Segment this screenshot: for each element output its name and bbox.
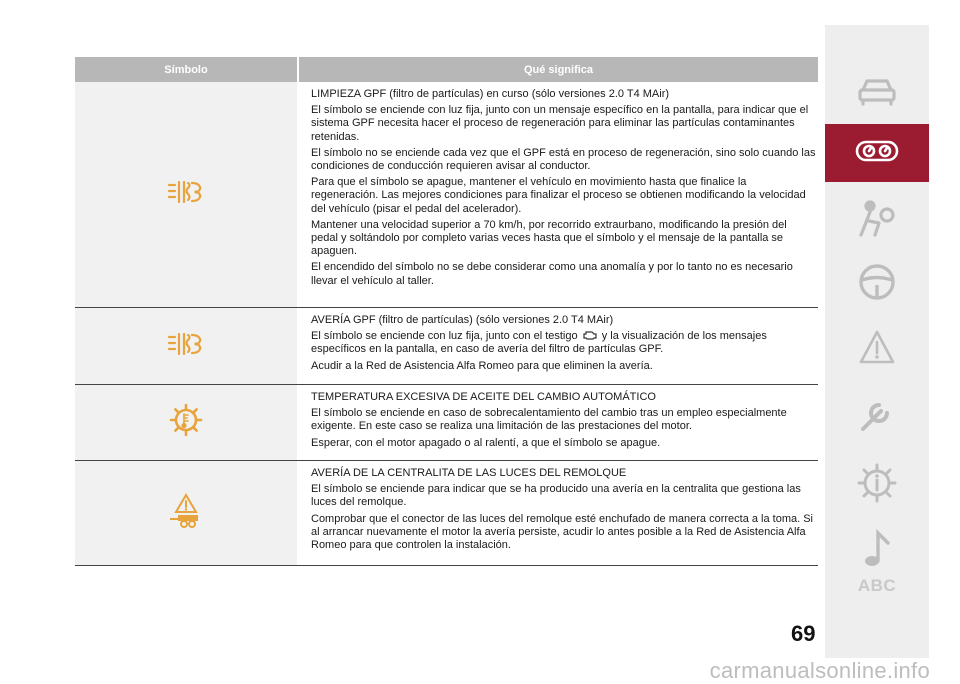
table-header: [75, 57, 818, 82]
row-paragraph: Mantener una velocidad superior a 70 km/h, por recorrido extraurbano, modificando la presión del pedal y soltándolo por completo varias veces hasta que el símbolo y el mensaje de la pantalla se apaguen.: [311, 218, 787, 258]
row-paragraph: El encendido del símbolo no se debe considerar como una anomalía y por lo tanto no es necesario llevar el vehículo al taller.: [311, 261, 793, 287]
trailer-lights-failure-icon: [168, 493, 204, 534]
sidebar-item-emergency[interactable]: [825, 317, 929, 381]
table-row: [75, 461, 818, 566]
symbol-cell: [75, 82, 297, 307]
info-gear-icon: [857, 463, 897, 508]
airbag-seat-icon: [857, 199, 897, 242]
meaning-cell: [299, 461, 818, 565]
meaning-cell: [299, 385, 818, 460]
sidebar-item-driving[interactable]: [825, 253, 929, 315]
symbol-cell: [75, 385, 297, 460]
gpf-failure-icon: [167, 331, 205, 362]
engine-check-icon: [583, 330, 597, 340]
wrench-icon: [857, 395, 897, 440]
meaning-cell: [299, 308, 818, 384]
table-row: [75, 82, 818, 308]
music-note-icon: [862, 529, 892, 574]
paragraph-text: El símbolo se enciende con luz fija, junto con el testigo: [311, 330, 578, 343]
sidebar-item-technical-data[interactable]: [825, 453, 929, 517]
sidebar-item-index[interactable]: [825, 571, 929, 601]
row-paragraph: El símbolo se enciende para indicar que se ha producido una avería en la centralita que gestiona las luces del remolque.: [311, 483, 801, 509]
row-paragraph: Acudir a la Red de Asistencia Alfa Romeo para que eliminen la avería.: [311, 359, 653, 372]
row-paragraph: [311, 330, 816, 356]
sidebar-item-maintenance[interactable]: [825, 385, 929, 449]
symbol-cell: [75, 308, 297, 384]
steering-wheel-icon: [858, 263, 896, 306]
header-symbol: Símbolo: [75, 57, 297, 82]
sidebar-item-car[interactable]: [825, 63, 929, 123]
dashboard-icon: [855, 139, 899, 168]
warning-lights-table: [75, 57, 818, 566]
row-paragraph: El símbolo no se enciende cada vez que el GPF está en proceso de regeneración, sino solo cuando las condiciones de conducción requieren avisar al conductor.: [311, 146, 816, 173]
watermark: carmanualsonline.info: [709, 658, 930, 683]
row-paragraph: El símbolo se enciende en caso de sobrecalentamiento del cambio tras un empleo especialmente exigente. En este caso se realiza una limitación de las prestaciones del motor.: [311, 407, 787, 433]
table-row: [75, 385, 818, 461]
header-meaning: Qué significa: [299, 57, 818, 82]
gpf-cleaning-icon: [167, 179, 205, 210]
row-paragraph: Para que el símbolo se apague, mantener el vehículo en movimiento hasta que finalice la regeneración. Las mejores condiciones para finalizar el proceso se obtienen modificando la velocidad del vehículo (pisar el pedal del acelerador).: [311, 176, 806, 215]
sidebar-item-safety[interactable]: [825, 190, 929, 250]
table-row: [75, 308, 818, 385]
gearbox-oil-temperature-icon: [169, 403, 203, 442]
abc-index-label: ABC: [857, 576, 897, 595]
symbol-cell: [75, 461, 297, 565]
row-title: AVERÍA DE LA CENTRALITA DE LAS LUCES DEL REMOLQUE: [311, 467, 627, 479]
chapter-sidebar: [825, 25, 929, 658]
car-icon: [857, 76, 897, 111]
page-number: 69: [791, 621, 816, 646]
meaning-cell: [299, 82, 818, 307]
row-title: TEMPERATURA EXCESIVA DE ACEITE DEL CAMBIO AUTOMÁTICO: [311, 391, 656, 403]
warning-triangle-icon: [858, 329, 896, 370]
row-paragraph: Comprobar que el conector de las luces del remolque esté enchufado de manera correcta a la toma. Si al arrancar nuevamente el motor la avería persiste, acudir lo antes posible a la Red de Asistencia Alfa Romeo para que controlen la instalación.: [311, 512, 814, 552]
row-title: LIMPIEZA GPF (filtro de partículas) en curso (sólo versiones 2.0 T4 MAir): [311, 88, 670, 100]
paragraph-text: y la visualización de los mensajes específicos en la pantalla, en caso de avería del filtro de partículas GPF.: [311, 330, 767, 356]
sidebar-item-dashboard[interactable]: [825, 124, 929, 182]
row-paragraph: Esperar, con el motor apagado o al ralentí, a que el símbolo se apague.: [311, 436, 661, 449]
row-paragraph: El símbolo se enciende con luz fija, junto con un mensaje específico en la pantalla, para indicar que el sistema GPF necesita hacer el proceso de regeneración para eliminar las partículas contaminantes retenidas.: [311, 104, 809, 143]
row-title: AVERÍA GPF (filtro de partículas) (sólo versiones 2.0 T4 MAir): [311, 314, 614, 326]
